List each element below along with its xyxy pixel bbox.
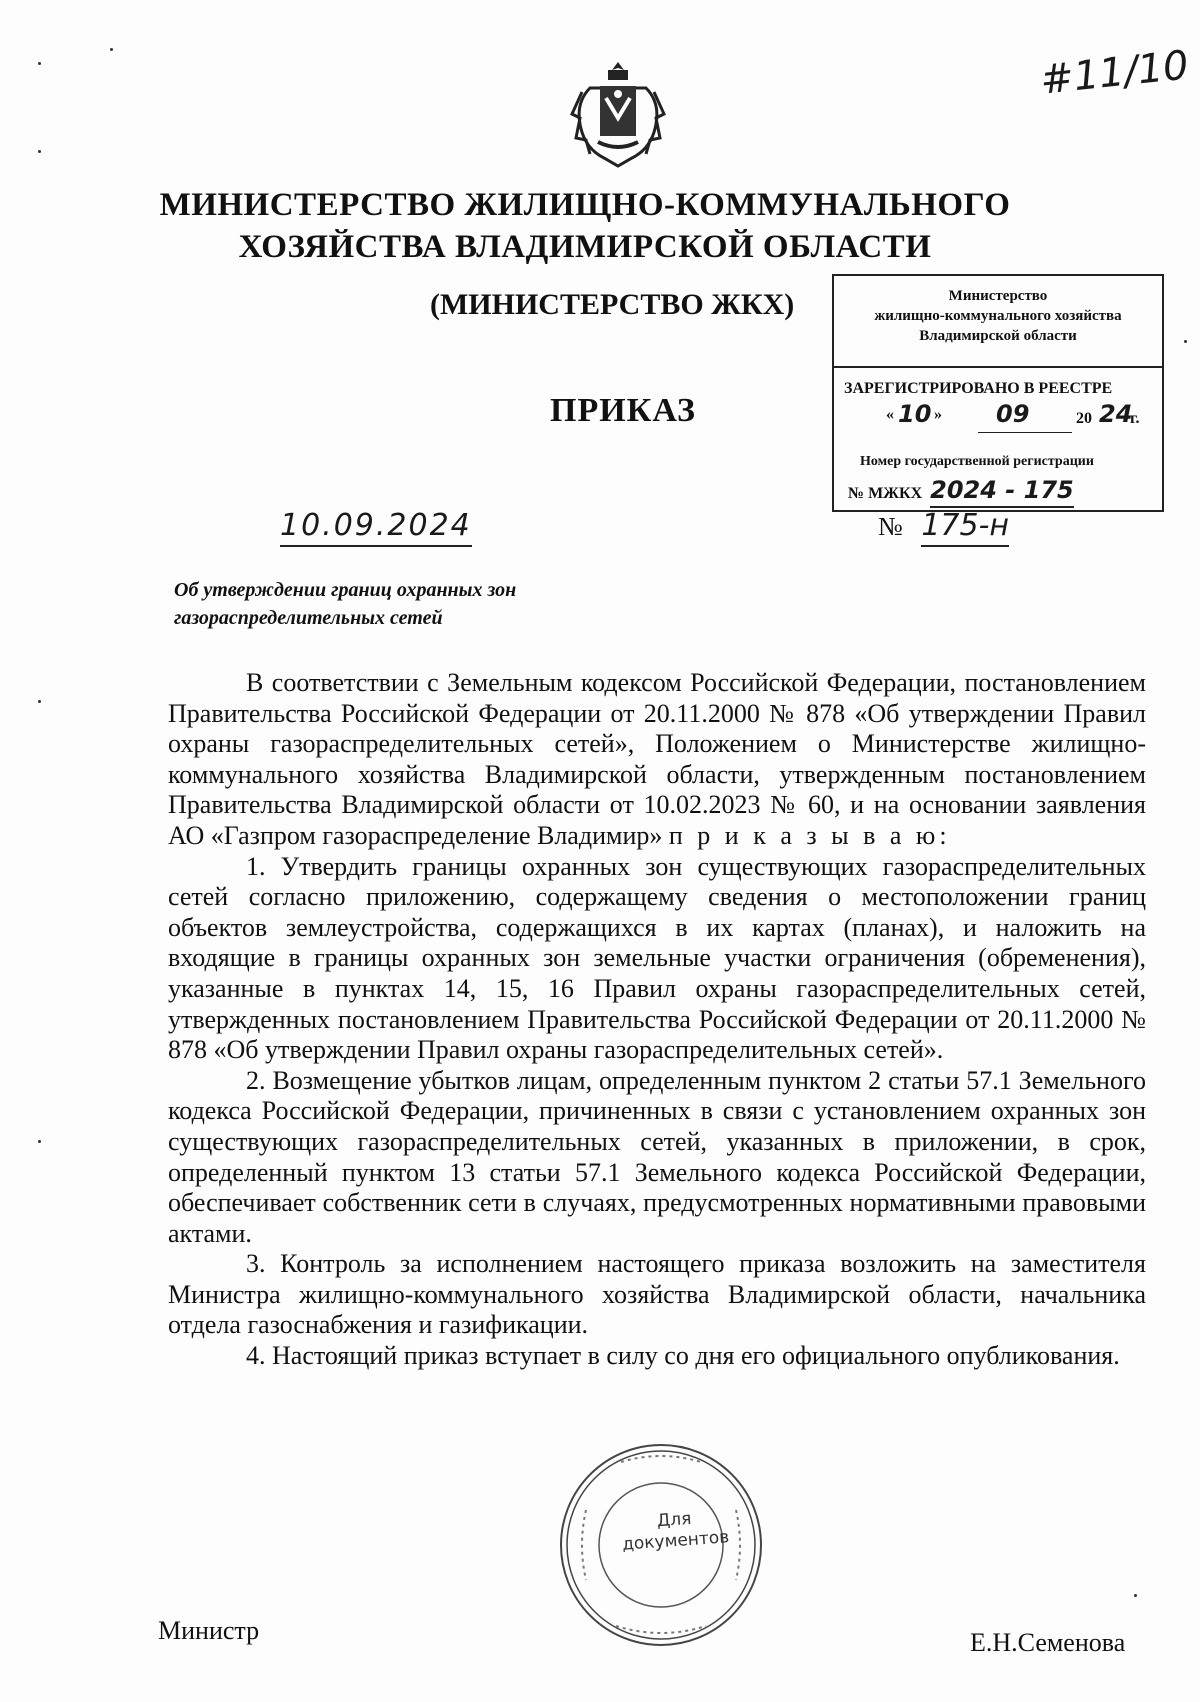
- seal-center-text: [619, 1506, 732, 1556]
- order-number-value: 175-н: [921, 508, 1009, 547]
- registration-month-line: [978, 432, 1072, 433]
- registration-year: 24: [1099, 400, 1133, 428]
- signatory-name: Е.Н.Семенова: [970, 1628, 1126, 1657]
- registration-century: 20: [1076, 410, 1092, 427]
- registration-code: [848, 476, 1074, 504]
- registration-month: 09: [996, 400, 1030, 428]
- coat-of-arms-icon: [568, 58, 668, 170]
- ministry-title-line2: ХОЗЯЙСТВА ВЛАДИМИРСКОЙ ОБЛАСТИ: [238, 229, 932, 265]
- scan-speck: [38, 150, 41, 153]
- registration-org-line2: жилищно-коммунального хозяйства: [874, 308, 1122, 324]
- scan-speck: [38, 1140, 41, 1143]
- order-subject-line2: газораспределительных сетей: [174, 607, 443, 629]
- order-subject: [174, 576, 654, 632]
- registration-stamp-org: [834, 286, 1162, 346]
- registration-stamp: [832, 274, 1164, 512]
- body-intro-text: В соответствии с Земельным кодексом Российской Федерации, постановлением Правительства Российской Федерации от 20.11.2000 № 878 «Об утверждении Правил охраны газораспределительных сетей», Положением о Министерстве жилищно-коммунального хозяйства Владимирской области, утвержденным постановлением Правительства Владимирской области от 10.02.2023 № 60, и на основании заявления АО «Газпром газораспределение Владимир»: [168, 668, 1146, 850]
- body-intro: [168, 668, 1146, 852]
- registration-code-value: 2024 - 175: [930, 476, 1074, 508]
- registration-status: ЗАРЕГИСТРИРОВАНО В РЕЕСТРЕ: [844, 380, 1113, 397]
- body-item-2: 2. Возмещение убытков лицам, определенным пунктом 2 статьи 57.1 Земельного кодекса Российской Федерации, причиненных в связи с установлением охранных зон существующих газораспределительных сетей, указанных в приложении, в срок, определенный пунктом 13 статьи 57.1 Земельного кодекса Российской Федерации, обеспечивает собственник сети в случаях, предусмотренных нормативными правовыми актами.: [168, 1065, 1146, 1248]
- scan-speck: [1184, 340, 1187, 343]
- ministry-title-line1: МИНИСТЕРСТВО ЖИЛИЩНО-КОММУНАЛЬНОГО: [159, 187, 1011, 223]
- seal-center-line1: Для: [656, 1508, 693, 1532]
- signatory-title: Министр: [158, 1616, 260, 1645]
- handwritten-corner-mark: #11/10: [1038, 42, 1191, 104]
- order-subject-line1: Об утверждении границ охранных зон: [174, 579, 517, 601]
- body-intro-decree: п р и к а з ы в а ю:: [668, 820, 951, 850]
- registration-date-close-quote: »: [934, 406, 942, 423]
- registration-date-open-quote: «: [886, 406, 894, 423]
- body-item-4: 4. Настоящий приказ вступает в силу со дня его официального опубликования.: [246, 1341, 1120, 1371]
- registration-number-label: Номер государственной регистрации: [860, 454, 1094, 469]
- scan-speck: [110, 48, 113, 51]
- body-item-3: 3. Контроль за исполнением настоящего приказа возложить на заместителя Министра жилищно-коммунального хозяйства Владимирской области, начальника отдела газоснабжения и газификации.: [168, 1249, 1146, 1340]
- scan-speck: [1134, 1594, 1137, 1597]
- order-number-prefix: №: [878, 512, 903, 541]
- ministry-title: [150, 184, 1020, 268]
- registration-code-prefix: № МЖКХ: [848, 485, 923, 502]
- order-number: [878, 508, 1009, 543]
- registration-year-suffix: г.: [1130, 410, 1140, 427]
- registration-stamp-divider: [834, 366, 1162, 368]
- registration-org-line3: Владимирской области: [919, 328, 1077, 344]
- registration-org-line1: Министерство: [948, 288, 1048, 304]
- order-date: 10.09.2024: [280, 508, 472, 547]
- registration-day: 10: [898, 400, 932, 428]
- order-body: [168, 668, 1146, 1372]
- document-type-title: ПРИКАЗ: [550, 392, 696, 429]
- body-item-1: 1. Утвердить границы охранных зон существующих газораспределительных сетей согласно приложению, содержащему сведения о местоположении границ объектов землеустройства, содержащихся в их картах (планах), и наложить на входящие в границы охранных зон земельные участки ограничения (обременения), указанные в пунктах 14, 15, 16 Правил охраны газораспределительных сетей, утвержденных постановлением Правительства Российской Федерации от 20.11.2000 № 878 «Об утверждении Правил охраны газораспределительных сетей».: [168, 851, 1146, 1065]
- ministry-short-name: (МИНИСТЕРСТВО ЖКХ): [430, 288, 795, 321]
- seal-center-line2: документов: [621, 1527, 730, 1555]
- scan-speck: [38, 62, 41, 65]
- scan-speck: [38, 700, 41, 703]
